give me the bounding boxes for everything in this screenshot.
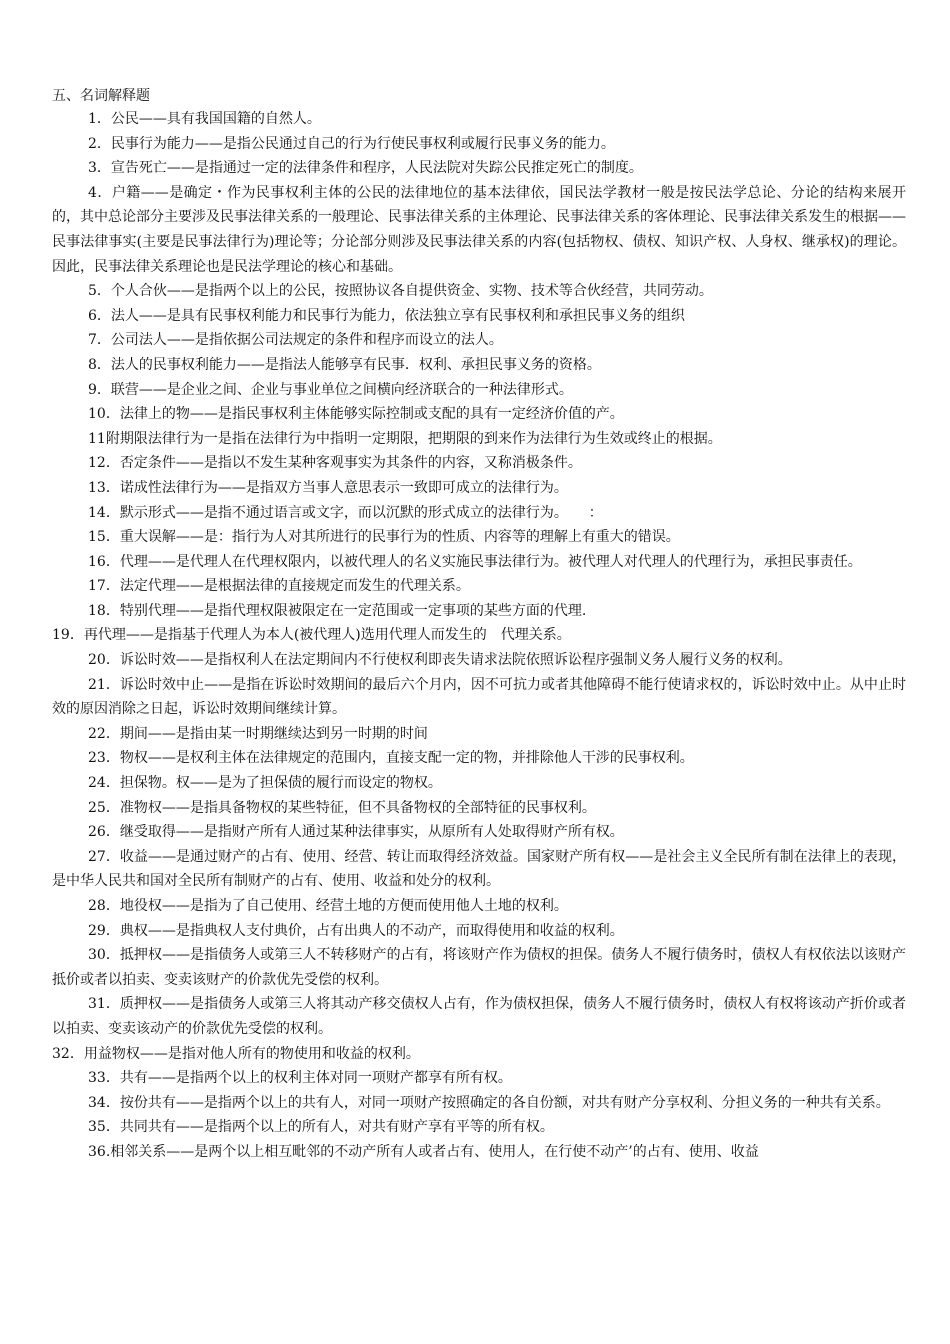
- term-definition: 7．公司法人——是指依据公司法规定的条件和程序而设立的法人。: [88, 332, 503, 349]
- term-definition: 34．按份共有——是指两个以上的共有人，对同一项财产按照确定的各自份额，对共有财产分享权利、分担义务的一种共有关系。: [88, 1094, 890, 1111]
- term-definition: 18．特别代理——是指代理权限被限定在一定范围或一定事项的某些方面的代理.: [88, 602, 587, 619]
- term-definition: 3．宣告死亡——是指通过一定的法律条件和程序，人民法院对失踪公民推定死亡的制度。: [88, 160, 643, 177]
- term-definition: 24．担保物。权——是为了担保债的履行而设定的物权。: [88, 775, 442, 792]
- term-definition: 1．公民——具有我国国籍的自然人。: [88, 111, 321, 127]
- term-definition: 2．民事行为能力——是指公民通过自己的行为行使民事权利或履行民事义务的能力。: [88, 135, 615, 152]
- term-definition: 19．再代理——是指基于代理人为本人(被代理人)选用代理人而发生的 代理关系。: [52, 627, 571, 644]
- term-definition: 5．个人合伙——是指两个以上的公民，按照协议各自提供资金、实物、技术等合伙经营，共同劳动。: [88, 283, 713, 300]
- term-list: [52, 107, 906, 1165]
- term-definition: 26．继受取得——是指财产所有人通过某种法律事实，从原所有人处取得财产所有权。: [88, 824, 624, 841]
- term-definition: 9．联营——是企业之间、企业与事业单位之间横向经济联合的一种法律形式。: [88, 381, 573, 398]
- section-title: 五、名词解释题: [52, 88, 150, 104]
- term-definition: 22．期间——是指由某一时期继续达到另一时期的时间: [88, 725, 428, 742]
- term-definition: 4．户籍——是确定・作为民事权利主体的公民的法律地位的基本法律依，国民法学教材一般是按民法学总论、分论的结构来展开的，其中总论部分主要涉及民事法律关系的一般理论、民事法律关系的主体理论、民事法律关系的客体理论、民事法律关系发生的根据——民事法律事实(主要是民事法律行为)理论等；分论部分则涉及民事法律关系的内容(包括物权、债权、知识产权、人身权、继承权)的理论。因此，民事法律关系理论也是民法学理论的核心和基础。: [52, 184, 906, 275]
- term-definition: 6．法人——是具有民事权利能力和民事行为能力，依法独立享有民事权利和承担民事义务的组织: [88, 307, 685, 324]
- term-definition: 20．诉讼时效——是指权利人在法定期间内不行使权利即丧失请求法院依照诉讼程序强制义务人履行义务的权利。: [88, 652, 792, 669]
- term-definition: 27．收益——是通过财产的占有、使用、经营、转让而取得经济效益。国家财产所有权——是社会主义全民所有制在法律上的表现，是中华人民共和国对全民所有制财产的占有、使用、收益和处分的权利。: [52, 848, 906, 890]
- term-definition: 29．典权——是指典权人支付典价，占有出典人的不动产，而取得使用和收益的权利。: [88, 922, 624, 939]
- term-definition: 30．抵押权——是指债务人或第三人不转移财产的占有，将该财产作为债权的担保。债务人不履行债务时，债权人有权依法以该财产抵价或者以拍卖、变卖该财产的价款优先受偿的权利。: [52, 947, 906, 988]
- term-definition: 21．诉讼时效中止——是指在诉讼时效期间的最后六个月内，因不可抗力或者其他障碍不能行使请求权的，诉讼时效中止。从中止时效的原因消除之日起，诉讼时效期间继续计算。: [52, 676, 906, 718]
- term-definition: 10．法律上的物——是指民事权利主体能够实际控制或支配的具有一定经济价值的产。: [88, 406, 624, 423]
- term-definition: 13．诺成性法律行为——是指双方当事人意思表示一致即可成立的法律行为。: [88, 479, 568, 496]
- term-definition: 28．地役权——是指为了自己使用、经营土地的方便而使用他人土地的权利。: [88, 898, 568, 914]
- term-definition: 8．法人的民事权利能力——是指法人能够享有民事．权利、承担民事义务的资格。: [88, 356, 601, 373]
- term-definition: 12．否定条件——是指以不发生某种客观事实为其条件的内容，又称消极条件。: [88, 455, 582, 472]
- term-definition: 16．代理——是代理人在代理权限内，以被代理人的名义实施民事法律行为。被代理人对代理人的代理行为，承担民事责任。: [88, 553, 862, 570]
- term-definition: 33．共有——是指两个以上的权利主体对同一项财产都享有所有权。: [88, 1070, 512, 1087]
- term-definition: 31．质押权——是指债务人或第三人将其动产移交债权人占有，作为债权担保，债务人不履行债务时，债权人有权将该动产折价或者以拍卖、变卖该动产的价款优先受偿的权利。: [52, 996, 906, 1037]
- term-definition: 32．用益物权——是指对他人所有的物使用和收益的权利。: [52, 1045, 420, 1062]
- term-definition: 15．重大误解——是：指行为人对其所进行的民事行为的性质、内容等的理解上有重大的错误。: [88, 529, 680, 546]
- term-definition: 23．物权——是权利主体在法律规定的范围内，直接支配一定的物，并排除他人干涉的民事权利。: [88, 750, 694, 767]
- term-definition: 36.相邻关系——是两个以上相互毗邻的不动产所有人或者占有、使用人，在行使不动产’的占有、使用、收益: [88, 1143, 759, 1160]
- term-definition: 17．法定代理——是根据法律的直接规定而发生的代理关系。: [88, 578, 470, 595]
- term-definition: 14．默示形式——是指不通过语言或文字，而以沉默的形式成立的法律行为。 ：: [88, 504, 603, 521]
- term-definition: 35．共同共有——是指两个以上的所有人，对共有财产享有平等的所有权。: [88, 1119, 554, 1136]
- term-definition: 25．准物权——是指具备物权的某些特征，但不具备物权的全部特征的民事权利。: [88, 799, 596, 816]
- term-definition: 11附期限法律行为一是指在法律行为中指明一定期限，把期限的到来作为法律行为生效或终止的根据。: [88, 430, 722, 447]
